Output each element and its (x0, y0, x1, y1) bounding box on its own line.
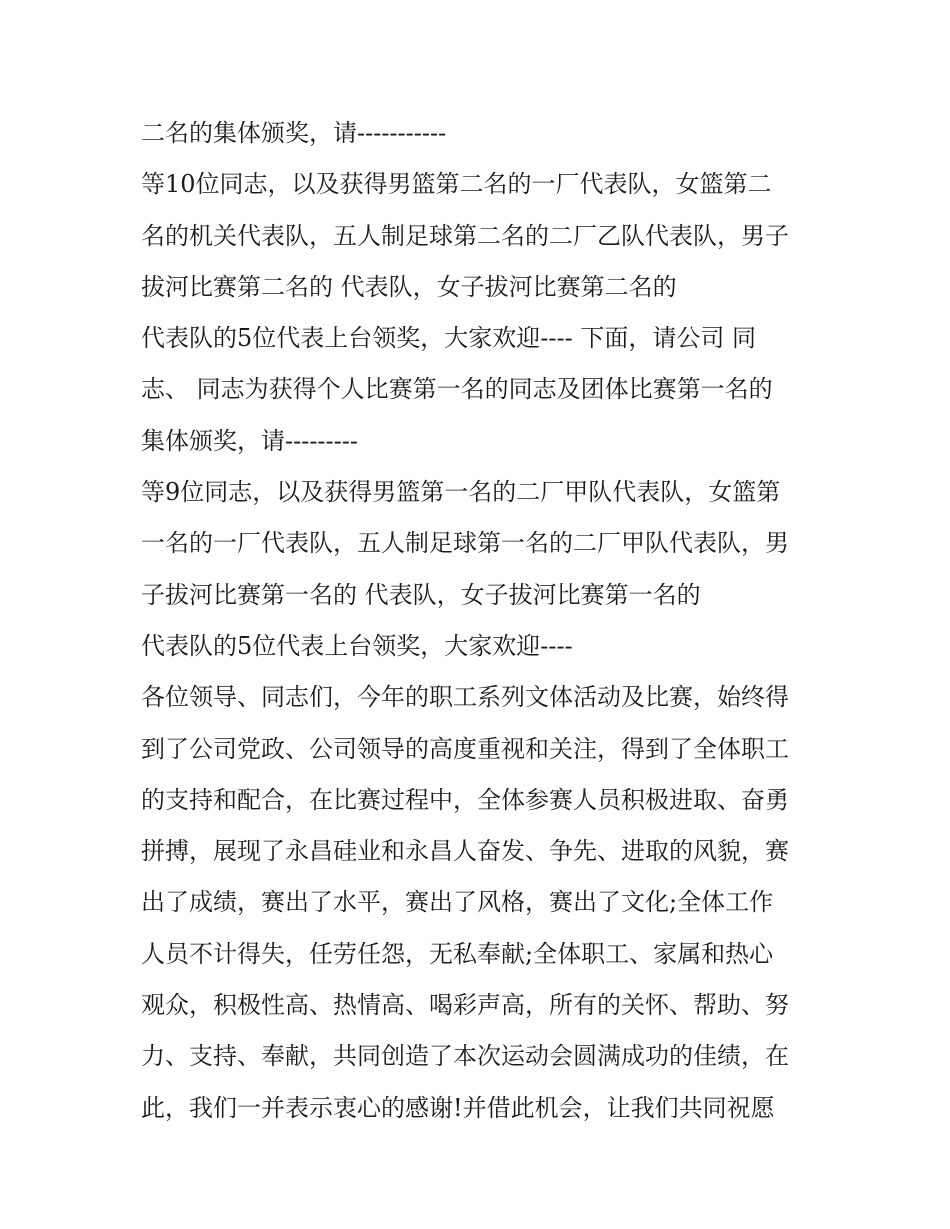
text-line: 观众，积极性高、热情高、喝彩声高，所有的关怀、帮助、努 (141, 991, 789, 1020)
text-line: 代表队的5位代表上台领奖，大家欢迎---- 下面，请公司 同 (141, 324, 756, 353)
text-line: 人员不计得失，任劳任怨，无私奉献;全体职工、家属和热心 (141, 939, 774, 968)
text-line: 的支持和配合，在比赛过程中，全体参赛人员积极进取、奋勇 (141, 785, 789, 814)
text-line: 代表队的5位代表上台领奖，大家欢迎---- (141, 631, 573, 660)
text-line: 拼搏，展现了永昌硅业和永昌人奋发、争先、进取的风貌，赛 (141, 837, 789, 866)
text-line: 志、 同志为获得个人比赛第一名的同志及团体比赛第一名的 (141, 375, 773, 404)
text-line: 出了成绩，赛出了水平，赛出了风格，赛出了文化;全体工作 (141, 888, 774, 917)
text-line: 名的机关代表队，五人制足球第二名的二厂乙队代表队，男子 (141, 221, 789, 250)
text-line: 此，我们一并表示衷心的感谢!并借此机会，让我们共同祝愿 (141, 1093, 775, 1122)
text-line: 等9位同志，以及获得男篮第一名的二厂甲队代表队，女篮第 (141, 478, 781, 507)
text-line: 各位领导、同志们，今年的职工系列文体活动及比赛，始终得 (141, 683, 789, 712)
text-line: 一名的一厂代表队，五人制足球第一名的二厂甲队代表队，男 (141, 529, 789, 558)
text-line: 集体颁奖，请--------- (141, 426, 358, 455)
text-line: 拔河比赛第二名的 代表队，女子拔河比赛第二名的 (141, 272, 677, 301)
text-line: 二名的集体颁奖，请----------- (141, 119, 447, 147)
body-text (141, 108, 821, 1134)
text-line: 子拔河比赛第一名的 代表队，女子拔河比赛第一名的 (141, 580, 701, 609)
text-line: 到了公司党政、公司领导的高度重视和关注，得到了全体职工 (141, 734, 789, 763)
text-line: 等10位同志，以及获得男篮第二名的一厂代表队，女篮第二 (141, 170, 772, 199)
text-line: 力、支持、奉献，共同创造了本次运动会圆满成功的佳绩，在 (141, 1042, 789, 1071)
